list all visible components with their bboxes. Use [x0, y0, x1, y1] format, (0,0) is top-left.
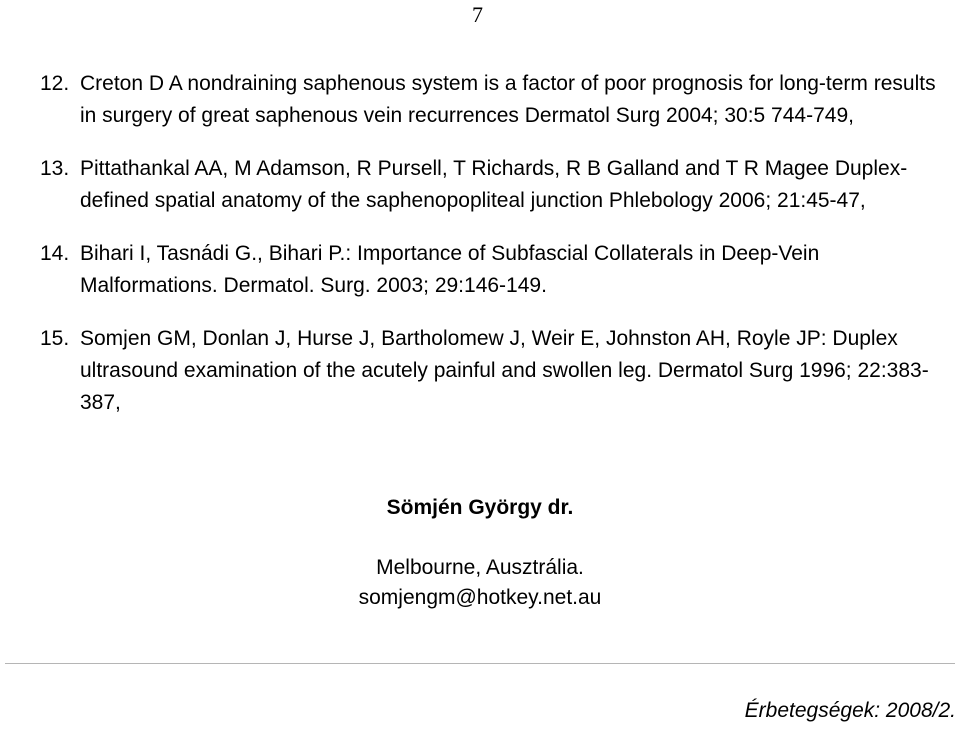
author-location: Melbourne, Ausztrália. — [376, 556, 584, 579]
reference-text: Somjen GM, Donlan J, Hurse J, Bartholomew J, Weir E, Johnston AH, Royle JP: Duplex ultrasound examination of the acutely painful and swollen leg. Dermatol Surg 1996; 22:383-387, — [80, 327, 929, 414]
reference-text: Pittathankal AA, M Adamson, R Pursell, T Richards, R B Galland and T R Magee Duplex-defined spatial anatomy of the saphenopopliteal junction Phlebology 2006; 21:45-47, — [80, 157, 908, 212]
reference-list — [40, 68, 945, 440]
reference-item — [40, 238, 945, 302]
reference-item — [40, 68, 945, 132]
page-number: 7 — [472, 2, 483, 27]
author-name: Sömjén György dr. — [386, 496, 574, 519]
reference-item — [40, 153, 945, 217]
reference-text: Bihari I, Tasnádi G., Bihari P.: Importance of Subfascial Collaterals in Deep-Vein Malformations. Dermatol. Surg. 2003; 29:146-149. — [80, 242, 820, 297]
reference-text: Creton D A nondraining saphenous system is a factor of poor prognosis for long-term results in surgery of great saphenous vein recurrences Dermatol Surg 2004; 30:5 744-749, — [80, 72, 936, 127]
reference-number: 13. — [40, 157, 70, 180]
reference-number: 12. — [40, 72, 70, 95]
reference-number: 14. — [40, 242, 70, 265]
journal-footer: Érbetegségek: 2008/2. — [744, 699, 956, 722]
reference-number: 15. — [40, 327, 70, 350]
author-email: somjengm@hotkey.net.au — [358, 586, 602, 609]
reference-item — [40, 323, 945, 419]
footer-divider — [5, 663, 955, 664]
